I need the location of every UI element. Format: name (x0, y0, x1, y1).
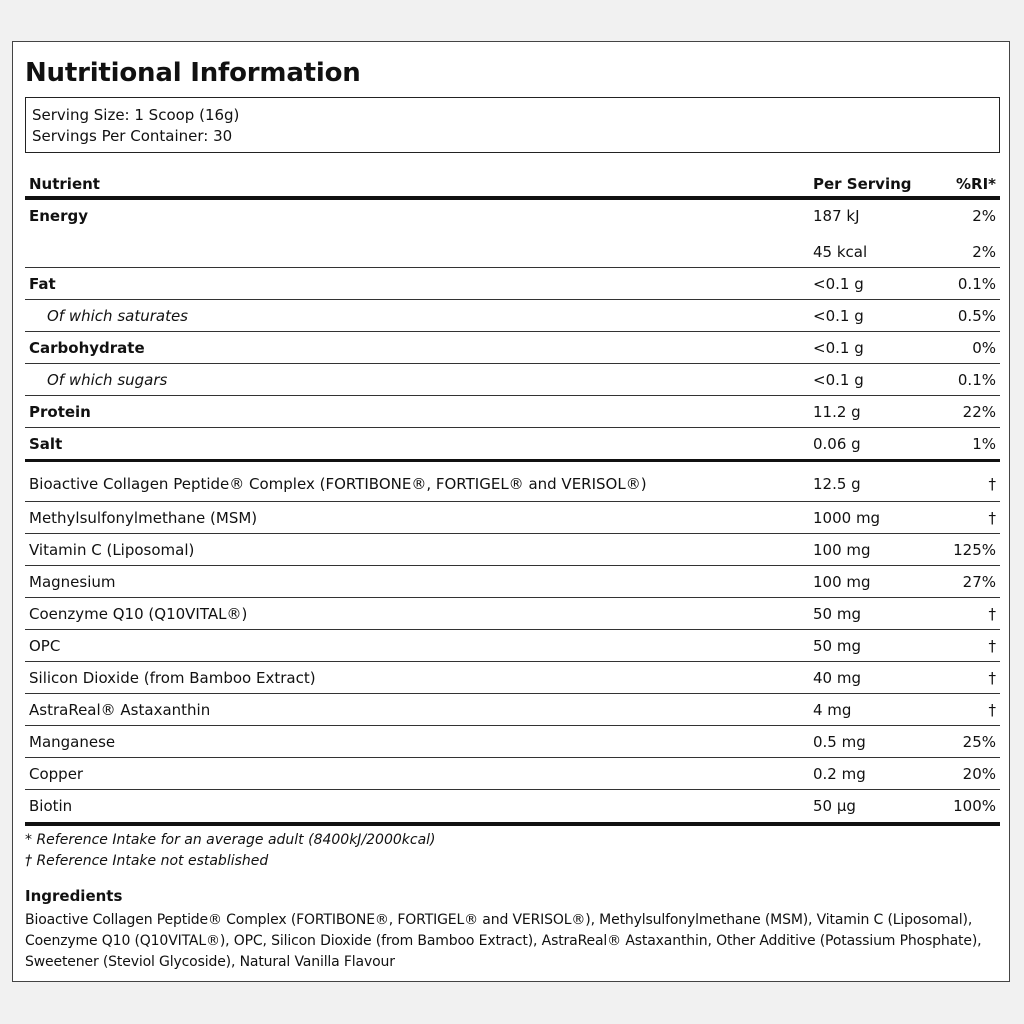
header-per-serving: Per Serving (809, 164, 929, 198)
header-ri: %RI* (929, 164, 1000, 198)
nutrient-ri: † (929, 630, 1000, 662)
nutrient-amount: 11.2 g (809, 396, 929, 428)
table-row-msm (25, 502, 1000, 534)
nutrient-amount: <0.1 g (809, 268, 929, 300)
nutrient-name: Of which sugars (25, 364, 809, 396)
nutrient-ri: 125% (929, 534, 1000, 566)
nutrient-ri: † (929, 694, 1000, 726)
nutrient-ri: 100% (929, 790, 1000, 825)
table-body (25, 198, 1000, 824)
nutrient-name: Fat (25, 268, 809, 300)
table-row-fat (25, 268, 1000, 300)
nutrient-name: Salt (25, 428, 809, 461)
table-row-astaxanthin (25, 694, 1000, 726)
nutrient-amount: 1000 mg (809, 502, 929, 534)
table-row-salt (25, 428, 1000, 461)
nutrient-ri: 25% (929, 726, 1000, 758)
nutrient-amount: 50 mg (809, 598, 929, 630)
page-title: Nutritional Information (25, 58, 361, 88)
nutrient-amount: 100 mg (809, 566, 929, 598)
nutrient-ri: 20% (929, 758, 1000, 790)
table-row-energy-kj (25, 198, 1000, 237)
nutrient-name: Of which saturates (25, 300, 809, 332)
table-row-sugars (25, 364, 1000, 396)
nutrient-ri: † (929, 662, 1000, 694)
nutrient-name: AstraReal® Astaxanthin (25, 694, 809, 726)
nutrient-amount: 45 kcal (809, 237, 929, 268)
nutrient-name: OPC (25, 630, 809, 662)
nutrient-ri: 2% (972, 207, 996, 225)
nutrient-amount: 50 mg (809, 630, 929, 662)
footnote-reference-intake: * Reference Intake for an average adult (8400kJ/2000kcal) (25, 832, 436, 848)
header-nutrient: Nutrient (25, 164, 809, 198)
serving-size: Serving Size: 1 Scoop (16g) (32, 106, 240, 124)
nutrient-ri: 22% (929, 396, 1000, 428)
nutrient-ri: † (929, 502, 1000, 534)
nutrient-amount: 187 kJ (813, 207, 860, 225)
nutrient-name: Silicon Dioxide (from Bamboo Extract) (25, 662, 809, 694)
ingredients-text: Bioactive Collagen Peptide® Complex (FORTIBONE®, FORTIGEL® and VERISOL®), Methylsulfonylmethane (MSM), Vitamin C (Liposomal), Coenzyme Q10 (Q10VITAL®), OPC, Silicon Dioxide (from Bamboo Extract), AstraReal® Astaxanthin, Other Additive (Potassium Phosphate), Sweetener (Steviol Glycoside), Natural Vanilla Flavour (25, 912, 982, 970)
nutrient-amount: 50 µg (809, 790, 929, 825)
table-header (25, 164, 1000, 198)
nutrient-name: Protein (25, 396, 809, 428)
nutrient-name: Energy (29, 207, 89, 225)
nutrient-amount: 12.5 g (809, 461, 929, 502)
nutrient-ri: 0% (929, 332, 1000, 364)
footnote-not-established: † Reference Intake not established (25, 853, 269, 869)
nutrient-amount: 0.5 mg (809, 726, 929, 758)
nutrient-name: Vitamin C (Liposomal) (25, 534, 809, 566)
nutrient-amount: 100 mg (809, 534, 929, 566)
nutrient-amount: <0.1 g (809, 332, 929, 364)
nutrient-ri: 0.1% (929, 364, 1000, 396)
nutrient-amount: 0.06 g (809, 428, 929, 461)
nutrient-name: Biotin (25, 790, 809, 825)
nutrient-ri: † (929, 461, 1000, 502)
servings-per-container: Servings Per Container: 30 (32, 127, 233, 145)
table-row-biotin (25, 790, 1000, 825)
table-row-silicon-dioxide (25, 662, 1000, 694)
nutrient-ri: 27% (929, 566, 1000, 598)
table-row-opc (25, 630, 1000, 662)
table-row-magnesium (25, 566, 1000, 598)
nutrient-name: Magnesium (25, 566, 809, 598)
table-row-energy-kcal (25, 237, 1000, 268)
nutrient-ri: 1% (929, 428, 1000, 461)
nutrient-name (25, 237, 809, 268)
nutrition-panel (12, 41, 1010, 982)
nutrient-ri: 2% (929, 237, 1000, 268)
nutrient-amount: 4 mg (809, 694, 929, 726)
nutrient-amount: <0.1 g (809, 364, 929, 396)
table-row-copper (25, 758, 1000, 790)
table-row-collagen (25, 461, 1000, 502)
nutrient-ri: † (929, 598, 1000, 630)
header-row (25, 164, 1000, 198)
nutrient-name: Methylsulfonylmethane (MSM) (25, 502, 809, 534)
table-row-protein (25, 396, 1000, 428)
nutrient-name: Carbohydrate (25, 332, 809, 364)
nutrient-amount: 40 mg (809, 662, 929, 694)
nutrient-name: Coenzyme Q10 (Q10VITAL®) (25, 598, 809, 630)
table-row-vitamin-c (25, 534, 1000, 566)
nutrient-name: Copper (25, 758, 809, 790)
table-row-carbohydrate (25, 332, 1000, 364)
nutrient-name: Manganese (25, 726, 809, 758)
nutrient-name: Bioactive Collagen Peptide® Complex (FORTIBONE®, FORTIGEL® and VERISOL®) (25, 461, 809, 502)
table-row-coenzyme-q10 (25, 598, 1000, 630)
nutrition-table (25, 164, 1000, 826)
nutrient-ri: 0.5% (929, 300, 1000, 332)
table-row-saturates (25, 300, 1000, 332)
nutrient-amount: 0.2 mg (809, 758, 929, 790)
table-row-manganese (25, 726, 1000, 758)
footnotes (25, 830, 436, 872)
nutrient-ri: 0.1% (929, 268, 1000, 300)
ingredients-heading: Ingredients (25, 887, 123, 905)
nutrient-amount: <0.1 g (809, 300, 929, 332)
serving-info-box (25, 97, 1000, 153)
